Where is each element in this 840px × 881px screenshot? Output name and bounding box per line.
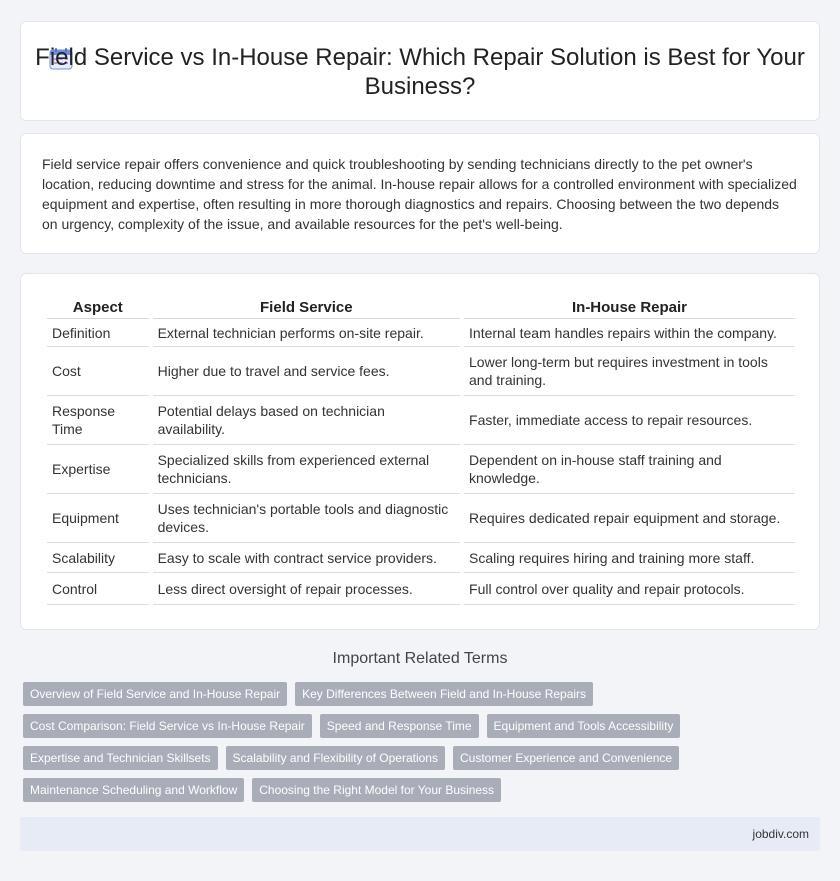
in-house-cell: Scaling requires hiring and training more staff. <box>464 543 795 573</box>
related-term-tag[interactable]: Expertise and Technician Skillsets <box>23 746 218 770</box>
footer <box>20 817 820 851</box>
header-field-service: Field Service <box>153 296 460 319</box>
table-header-row <box>47 296 795 319</box>
related-term-tag[interactable]: Key Differences Between Field and In-House Repairs <box>295 682 593 706</box>
related-term-tag[interactable]: Maintenance Scheduling and Workflow <box>23 778 244 802</box>
related-terms-heading: Important Related Terms <box>332 650 508 667</box>
table-row <box>47 543 795 573</box>
in-house-cell: Dependent on in-house staff training and knowledge. <box>464 445 795 494</box>
aspect-cell: Response Time <box>47 396 149 445</box>
field-service-cell: Higher due to travel and service fees. <box>153 347 460 396</box>
header-card <box>20 21 820 121</box>
field-service-cell: Specialized skills from experienced external technicians. <box>153 445 460 494</box>
related-term-tag[interactable]: Speed and Response Time <box>320 714 479 738</box>
related-term-tag[interactable]: Customer Experience and Convenience <box>453 746 679 770</box>
table-row <box>47 494 795 543</box>
field-service-cell: Uses technician's portable tools and diagnostic devices. <box>153 494 460 543</box>
aspect-cell: Expertise <box>47 445 149 494</box>
related-term-tag[interactable]: Cost Comparison: Field Service vs In-House Repair <box>23 714 312 738</box>
in-house-cell: Faster, immediate access to repair resources. <box>464 396 795 445</box>
comparison-table-card <box>20 273 820 630</box>
aspect-cell: Definition <box>47 319 149 347</box>
in-house-cell: Lower long-term but requires investment in tools and training. <box>464 347 795 396</box>
aspect-cell: Scalability <box>47 543 149 573</box>
field-service-cell: Potential delays based on technician availability. <box>153 396 460 445</box>
related-term-tag[interactable]: Overview of Field Service and In-House Repair <box>23 682 287 706</box>
related-term-tag[interactable]: Scalability and Flexibility of Operations <box>226 746 445 770</box>
table-row <box>47 319 795 347</box>
aspect-cell: Equipment <box>47 494 149 543</box>
field-service-cell: External technician performs on-site repair. <box>153 319 460 347</box>
table-row <box>47 396 795 445</box>
page-title: Field Service vs In-House Repair: Which Repair Solution is Best for Your Business? <box>35 44 805 100</box>
summary-card <box>20 133 820 254</box>
in-house-cell: Requires dedicated repair equipment and storage. <box>464 494 795 543</box>
header-in-house-repair: In-House Repair <box>464 296 795 319</box>
in-house-cell: Internal team handles repairs within the company. <box>464 319 795 347</box>
header-aspect: Aspect <box>47 296 149 319</box>
field-service-cell: Easy to scale with contract service providers. <box>153 543 460 573</box>
aspect-cell: Cost <box>47 347 149 396</box>
table-row <box>47 573 795 605</box>
comparison-table <box>43 296 799 605</box>
summary-text: Field service repair offers convenience and quick troubleshooting by sending technicians directly to the pet owner's location, reducing downtime and stress for the animal. In-house repair allows for a controlled environment with specialized equipment and expertise, often resulting in more thorough diagnostics and repairs. Choosing between the two depends on urgency, complexity of the issue, and available resources for the pet's well-being. <box>42 156 797 232</box>
related-term-tag[interactable]: Equipment and Tools Accessibility <box>487 714 681 738</box>
table-row <box>47 445 795 494</box>
aspect-cell: Control <box>47 573 149 605</box>
related-terms-list <box>23 682 823 810</box>
footer-site-link[interactable]: jobdiv.com <box>752 827 809 841</box>
related-term-tag[interactable]: Choosing the Right Model for Your Business <box>252 778 501 802</box>
table-row <box>47 347 795 396</box>
field-service-cell: Less direct oversight of repair processes. <box>153 573 460 605</box>
in-house-cell: Full control over quality and repair protocols. <box>464 573 795 605</box>
